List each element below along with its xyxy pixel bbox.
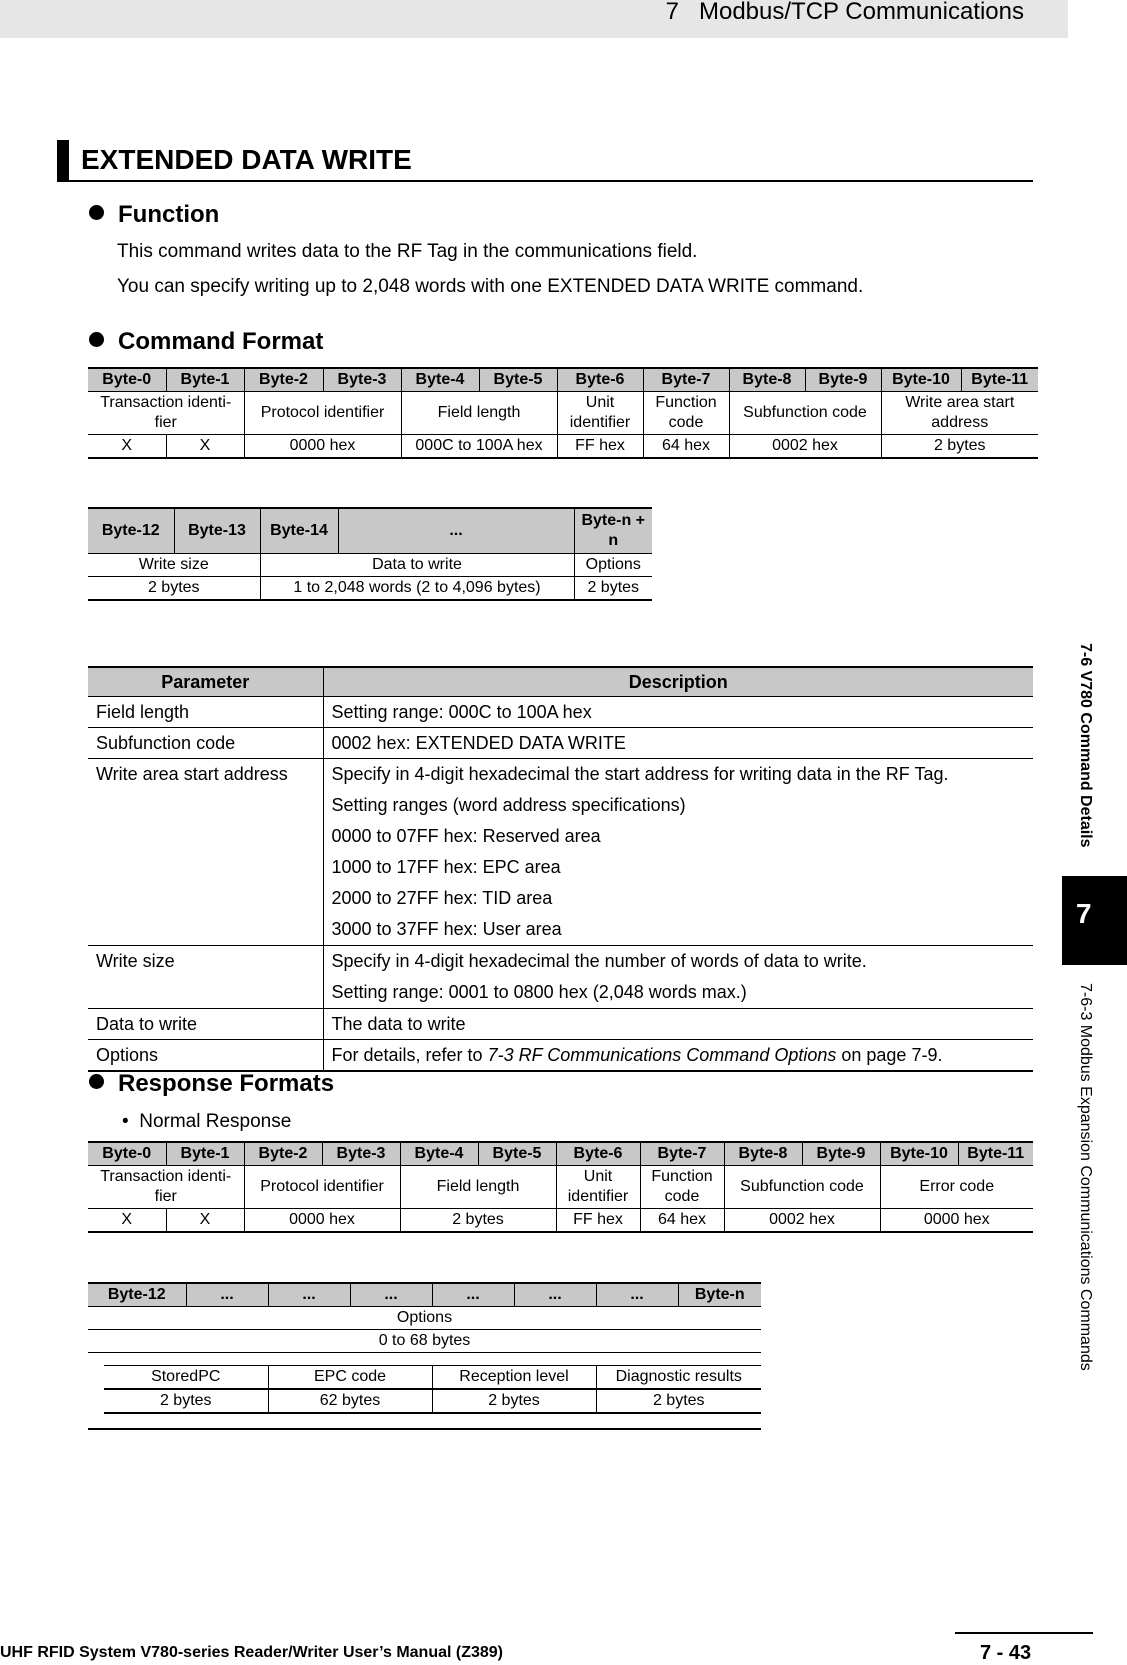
value-cell: X bbox=[166, 1209, 244, 1233]
byte-label: Byte-0 bbox=[88, 1142, 166, 1166]
value-cell: 2 bytes bbox=[88, 577, 260, 601]
parameter-table bbox=[88, 666, 1033, 1072]
field-cell: Protocol identifier bbox=[244, 1166, 400, 1209]
sub-field-cell: Diagnostic results bbox=[596, 1366, 761, 1390]
description-line: 1000 to 17FF hex: EPC area bbox=[331, 857, 561, 877]
byte-header-row bbox=[88, 1142, 1033, 1166]
field-cell: Function code bbox=[643, 392, 729, 435]
byte-label: ... bbox=[432, 1283, 514, 1307]
byte-label: Byte-6 bbox=[556, 1142, 640, 1166]
table-row bbox=[88, 946, 1033, 1009]
value-cell: FF hex bbox=[557, 435, 643, 459]
byte-label: ... bbox=[350, 1283, 432, 1307]
field-cell: Function code bbox=[640, 1166, 724, 1209]
value-cell: 1 to 2,048 words (2 to 4,096 bytes) bbox=[260, 577, 574, 601]
page-number: 7 - 43 bbox=[980, 1642, 1032, 1664]
byte-label: Byte-6 bbox=[557, 368, 643, 392]
byte-label: Byte-2 bbox=[244, 1142, 322, 1166]
bullet-icon bbox=[89, 332, 104, 347]
parameter-name: Options bbox=[88, 1040, 323, 1072]
options-detail-row bbox=[88, 1353, 761, 1430]
table-row bbox=[88, 697, 1033, 728]
byte-label: Byte-n + n bbox=[574, 508, 652, 554]
sub-value-cell: 2 bytes bbox=[432, 1389, 596, 1413]
command-format-heading: Command Format bbox=[89, 328, 323, 356]
byte-label: Byte-12 bbox=[88, 1283, 186, 1307]
value-cell: FF hex bbox=[556, 1209, 640, 1233]
value-cell: X bbox=[166, 435, 244, 459]
value-cell: X bbox=[88, 435, 166, 459]
function-heading: Function bbox=[89, 201, 219, 229]
parameter-description bbox=[323, 759, 1033, 946]
parameter-name: Field length bbox=[88, 697, 323, 728]
byte-label: Byte-9 bbox=[805, 368, 881, 392]
chapter-tab bbox=[1062, 876, 1127, 965]
byte-label: Byte-9 bbox=[802, 1142, 880, 1166]
value-cell: 0002 hex bbox=[729, 435, 881, 459]
function-line-2: You can specify writing up to 2,048 words with one EXTENDED DATA WRITE command. bbox=[117, 276, 864, 297]
field-cell: Subfunction code bbox=[724, 1166, 880, 1209]
byte-header-row bbox=[88, 508, 652, 554]
byte-label: Byte-3 bbox=[322, 1142, 400, 1166]
chapter-title: 7 Modbus/TCP Communications bbox=[665, 0, 1024, 25]
parameter-name: Write size bbox=[88, 946, 323, 1009]
value-cell: 64 hex bbox=[640, 1209, 724, 1233]
table-row bbox=[88, 1009, 1033, 1040]
byte-label: Byte-5 bbox=[479, 368, 557, 392]
field-cell: Field length bbox=[400, 1166, 556, 1209]
byte-label: Byte-8 bbox=[729, 368, 805, 392]
sub-field-cell: Reception level bbox=[432, 1366, 596, 1390]
byte-label: Byte-4 bbox=[400, 1142, 478, 1166]
cross-reference-link: 7-3 RF Communications Command Options bbox=[487, 1045, 837, 1065]
field-cell: Data to write bbox=[260, 554, 574, 577]
chapter-number: 7 bbox=[1076, 898, 1092, 929]
parameter-description bbox=[323, 946, 1033, 1009]
parameter-name: Subfunction code bbox=[88, 728, 323, 759]
byte-label: Byte-14 bbox=[260, 508, 338, 554]
value-cell: 2 bytes bbox=[400, 1209, 556, 1233]
byte-label: ... bbox=[596, 1283, 678, 1307]
table-row bbox=[88, 759, 1033, 946]
byte-label: Byte-12 bbox=[88, 508, 174, 554]
value-cell: 2 bytes bbox=[574, 577, 652, 601]
byte-label: Byte-2 bbox=[244, 368, 323, 392]
command-format-table-2 bbox=[88, 507, 652, 601]
byte-header-row bbox=[88, 1283, 761, 1307]
byte-label: Byte-1 bbox=[166, 368, 244, 392]
field-name-row bbox=[88, 1166, 1033, 1209]
options-detail-cell bbox=[88, 1353, 761, 1430]
parameter-column-header: Parameter bbox=[88, 667, 323, 697]
sub-value-cell: 2 bytes bbox=[104, 1389, 268, 1413]
parameter-description: Setting range: 000C to 100A hex bbox=[323, 697, 1033, 728]
value-cell: 0000 hex bbox=[244, 435, 401, 459]
footer-divider bbox=[955, 1632, 1093, 1634]
field-cell: Unit identifier bbox=[556, 1166, 640, 1209]
field-name-row bbox=[88, 554, 652, 577]
side-subsection-label: 7-6-3 Modbus Expansion Communications Commands bbox=[1077, 983, 1094, 1371]
field-cell: Subfunction code bbox=[729, 392, 881, 435]
options-label: Options bbox=[88, 1307, 761, 1330]
options-size: 0 to 68 bytes bbox=[88, 1330, 761, 1353]
value-row bbox=[88, 1209, 1033, 1233]
function-line-1: This command writes data to the RF Tag in the communications field. bbox=[117, 241, 698, 262]
command-format-table-1 bbox=[88, 367, 1038, 459]
byte-label: Byte-0 bbox=[88, 368, 166, 392]
value-cell: 2 bytes bbox=[881, 435, 1038, 459]
field-cell: Transaction identi-fier bbox=[88, 1166, 244, 1209]
field-cell: Write area start address bbox=[881, 392, 1038, 435]
normal-response-label: • Normal Response bbox=[122, 1111, 292, 1132]
description-line: 2000 to 27FF hex: TID area bbox=[331, 888, 553, 908]
description-line: Specify in 4-digit hexadecimal the number of words of data to write. bbox=[331, 951, 867, 971]
byte-label: Byte-13 bbox=[174, 508, 260, 554]
footer-manual-title: UHF RFID System V780-series Reader/Writer User’s Manual (Z389) bbox=[0, 1644, 504, 1661]
byte-label: ... bbox=[514, 1283, 596, 1307]
byte-label: Byte-n bbox=[678, 1283, 761, 1307]
value-row bbox=[88, 435, 1038, 459]
sub-field-cell: EPC code bbox=[268, 1366, 432, 1390]
value-cell: 000C to 100A hex bbox=[401, 435, 557, 459]
description-line: Setting range: 0001 to 0800 hex (2,048 words max.) bbox=[331, 982, 747, 1002]
byte-label: Byte-11 bbox=[958, 1142, 1033, 1166]
response-table-2 bbox=[88, 1282, 761, 1430]
description-line: 3000 to 37FF hex: User area bbox=[331, 919, 562, 939]
byte-label: ... bbox=[268, 1283, 350, 1307]
parameter-name: Data to write bbox=[88, 1009, 323, 1040]
table-row bbox=[88, 728, 1033, 759]
description-column-header: Description bbox=[323, 667, 1033, 697]
value-row bbox=[88, 1330, 761, 1353]
sub-field-cell: StoredPC bbox=[104, 1366, 268, 1390]
sub-value-cell: 2 bytes bbox=[596, 1389, 761, 1413]
byte-label: Byte-5 bbox=[478, 1142, 556, 1166]
field-cell: Field length bbox=[401, 392, 557, 435]
description-line: Specify in 4-digit hexadecimal the start address for writing data in the RF Tag. bbox=[331, 764, 949, 784]
section-heading bbox=[57, 140, 1033, 182]
response-table-1 bbox=[88, 1141, 1033, 1233]
byte-label: Byte-8 bbox=[724, 1142, 802, 1166]
description-line: Setting ranges (word address specifications) bbox=[331, 795, 686, 815]
bullet-icon bbox=[89, 205, 104, 220]
bullet-icon bbox=[89, 1074, 104, 1089]
parameter-description: For details, refer to 7-3 RF Communications Command Options on page 7-9. bbox=[323, 1040, 1033, 1072]
table-row bbox=[88, 1040, 1033, 1072]
sub-value-row bbox=[104, 1389, 761, 1413]
byte-label: ... bbox=[186, 1283, 268, 1307]
parameter-name: Write area start address bbox=[88, 759, 323, 946]
byte-label: Byte-10 bbox=[880, 1142, 958, 1166]
byte-label: Byte-1 bbox=[166, 1142, 244, 1166]
side-section-label: 7-6 V780 Command Details bbox=[1077, 643, 1094, 848]
parameter-header-row bbox=[88, 667, 1033, 697]
field-cell: Unit identifier bbox=[557, 392, 643, 435]
byte-label: Byte-10 bbox=[881, 368, 961, 392]
byte-label: Byte-3 bbox=[323, 368, 401, 392]
field-name-row bbox=[88, 1307, 761, 1330]
byte-label: ... bbox=[338, 508, 574, 554]
sub-value-cell: 62 bytes bbox=[268, 1389, 432, 1413]
field-name-row bbox=[88, 392, 1038, 435]
response-formats-heading: Response Formats bbox=[89, 1070, 334, 1098]
header-bar bbox=[0, 0, 1068, 38]
byte-label: Byte-11 bbox=[961, 368, 1038, 392]
description-line: 0000 to 07FF hex: Reserved area bbox=[331, 826, 601, 846]
byte-label: Byte-7 bbox=[640, 1142, 724, 1166]
parameter-description: 0002 hex: EXTENDED DATA WRITE bbox=[323, 728, 1033, 759]
value-cell: 64 hex bbox=[643, 435, 729, 459]
byte-label: Byte-7 bbox=[643, 368, 729, 392]
parameter-description: The data to write bbox=[323, 1009, 1033, 1040]
field-cell: Protocol identifier bbox=[244, 392, 401, 435]
field-cell: Options bbox=[574, 554, 652, 577]
byte-label: Byte-4 bbox=[401, 368, 479, 392]
value-cell: 0000 hex bbox=[880, 1209, 1033, 1233]
value-cell: X bbox=[88, 1209, 166, 1233]
options-detail-table bbox=[104, 1365, 761, 1414]
byte-header-row bbox=[88, 368, 1038, 392]
value-cell: 0000 hex bbox=[244, 1209, 400, 1233]
field-cell: Error code bbox=[880, 1166, 1033, 1209]
section-title: EXTENDED DATA WRITE bbox=[81, 144, 412, 175]
field-cell: Transaction identi-fier bbox=[88, 392, 244, 435]
value-row bbox=[88, 577, 652, 601]
sub-field-row bbox=[104, 1366, 761, 1390]
value-cell: 0002 hex bbox=[724, 1209, 880, 1233]
field-cell: Write size bbox=[88, 554, 260, 577]
